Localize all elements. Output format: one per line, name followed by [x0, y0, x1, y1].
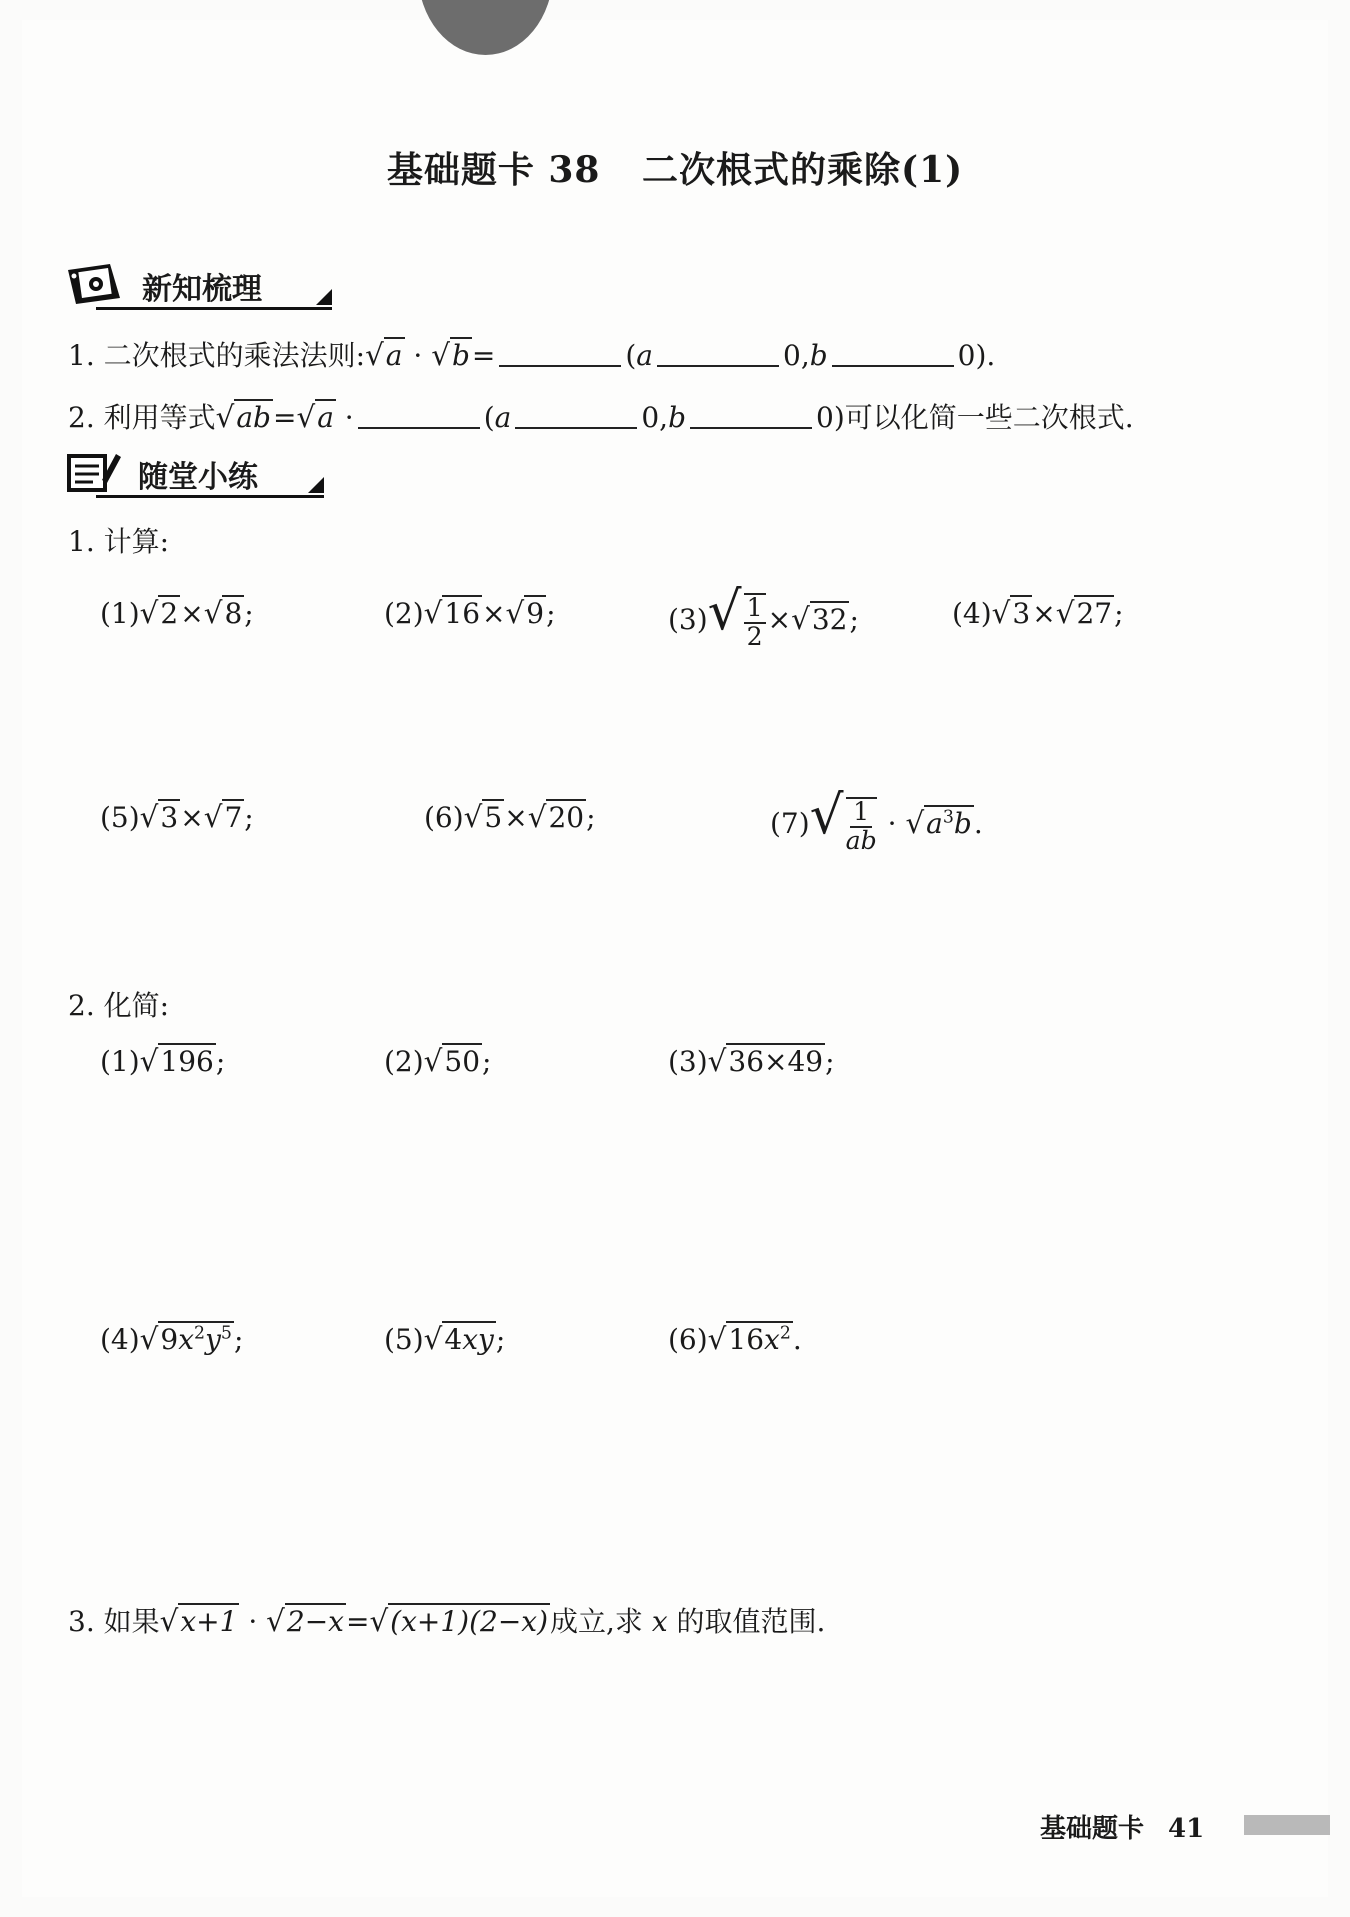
question-3[interactable]: 3. 如果√x+1 · √2−x=√(x+1)(2−x)成立,求 x 的取值范围. — [68, 1604, 826, 1638]
answer-blank[interactable] — [499, 365, 621, 367]
topic-title: 二次根式的乘除(1) — [642, 149, 964, 191]
notebook-pen-icon — [66, 450, 122, 494]
answer-blank[interactable] — [515, 427, 637, 429]
section-arrow-icon — [316, 289, 332, 305]
q1-item-1[interactable]: (1)√2×√8; — [100, 596, 254, 630]
question-1-label: 1. 计算: — [68, 525, 170, 558]
section-underline — [96, 495, 324, 498]
answer-blank[interactable] — [657, 365, 779, 367]
footer-label: 基础题卡 — [1040, 1814, 1145, 1844]
knowledge-line-1: 1. 二次根式的乘法法则:√a · √b= (a 0,b 0). — [68, 338, 996, 372]
q2-item-1[interactable]: (1)√196; — [100, 1044, 226, 1078]
section-label: 随堂小练 — [138, 460, 258, 495]
q2-item-3[interactable]: (3)√36×49; — [668, 1044, 835, 1078]
answer-blank[interactable] — [358, 427, 480, 429]
q1-item-7[interactable]: (7)√ $\frac{1}{ab}$ · $√a^3b$. — [770, 784, 983, 855]
page-footer — [1040, 1808, 1204, 1845]
q2-item-2[interactable]: (2)√50; — [384, 1044, 492, 1078]
page-number: 41 — [1168, 1814, 1205, 1844]
q2-item-5[interactable]: (5)√4xy; — [384, 1322, 506, 1356]
q1-item-4[interactable]: (4)√3×√27; — [952, 596, 1124, 630]
answer-blank[interactable] — [690, 427, 812, 429]
question-2-label: 2. 化简: — [68, 989, 170, 1022]
card-number: 基础题卡 38 — [386, 149, 601, 191]
section-header-practice — [66, 446, 324, 498]
answer-blank[interactable] — [832, 365, 954, 367]
q2-item-4[interactable]: $(4)√9x^2y^5$; — [100, 1322, 244, 1356]
section-underline — [96, 307, 332, 310]
q1-item-2[interactable]: (2)√16×√9; — [384, 596, 556, 630]
q1-item-6[interactable]: (6)√5×√20; — [424, 800, 596, 834]
q2-item-6[interactable]: $(6)√16x^2$. — [668, 1322, 802, 1356]
knowledge-line-2: 2. 利用等式√ab=√a · (a 0,b 0)可以化简一些二次根式. — [68, 400, 1134, 434]
section-arrow-icon — [308, 477, 324, 493]
q1-item-5[interactable]: (5)√3×√7; — [100, 800, 254, 834]
q1-item-3[interactable]: (3)√ $\frac{1}{2}$ ×√32; — [668, 580, 859, 651]
footer-bar — [1244, 1815, 1330, 1835]
section-header-new-knowledge — [66, 258, 332, 310]
page-title — [0, 142, 1350, 193]
camera-icon — [66, 262, 122, 306]
section-label: 新知梳理 — [142, 272, 262, 307]
